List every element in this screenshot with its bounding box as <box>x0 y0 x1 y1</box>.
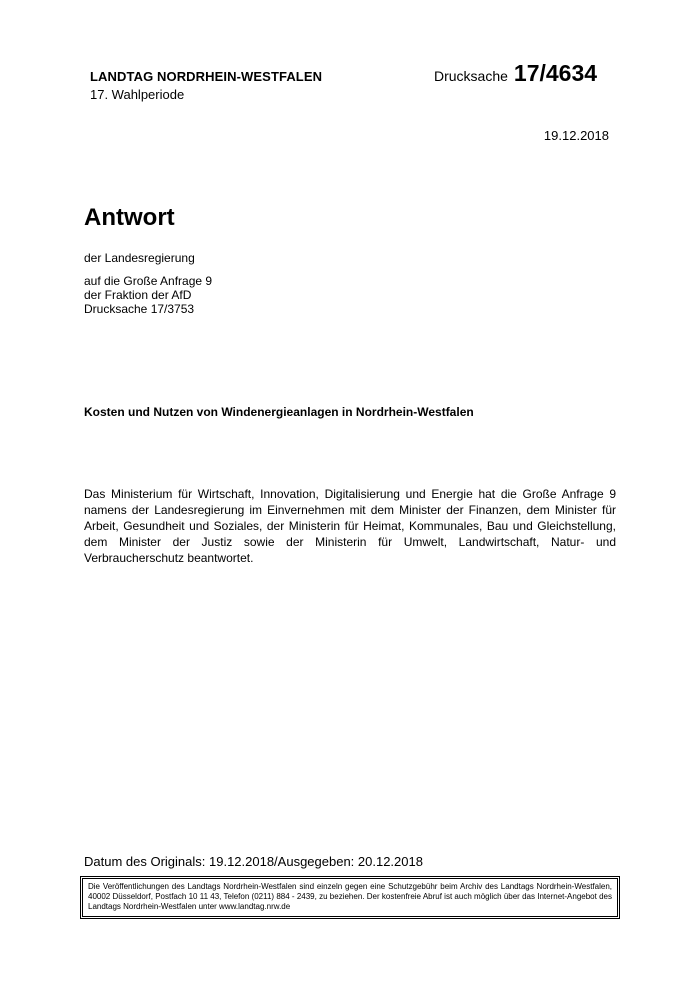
reference-line-3: Drucksache 17/3753 <box>84 302 195 316</box>
publication-dates: Datum des Originals: 19.12.2018/Ausgegeben: 20.12.2018 <box>84 854 423 869</box>
drucksache-block <box>434 60 597 87</box>
legislative-period: 17. Wahlperiode <box>90 87 185 102</box>
footer-notice: Die Veröffentlichungen des Landtags Nordrhein-Westfalen sind einzeln gegen eine Schutzgebühr beim Archiv des Landtags Nordrhein-Westfalen, 40002 Düsseldorf, Postfach 10 11 43, Telefon (0211) 884 - 2439, zu beziehen. Der kostenfreie Abruf ist auch möglich über das Internet-Angebot des Landtags Nordrhein-Westfalen unter www.landtag.nrw.de <box>82 878 618 917</box>
author-line: der Landesregierung <box>84 251 195 265</box>
body-paragraph: Das Ministerium für Wirtschaft, Innovation, Digitalisierung und Energie hat die Große Anfrage 9 namens der Landesregierung im Einvernehmen mit dem Minister der Finanzen, dem Minister für Arbeit, Gesundheit und Soziales, der Ministerin für Heimat, Kommunales, Bau und Gleichstellung, dem Minister der Justiz sowie der Ministerin für Umwelt, Landwirtschaft, Natur- und Verbraucherschutz beantwortet. <box>84 487 616 565</box>
document-title: Antwort <box>84 204 175 231</box>
reference-line-2: der Fraktion der AfD <box>84 288 192 302</box>
reference-line-1: auf die Große Anfrage 9 <box>84 274 213 288</box>
drucksache-label: Drucksache <box>434 68 508 84</box>
parliament-name: LANDTAG NORDRHEIN-WESTFALEN <box>90 69 323 84</box>
drucksache-number: 17/4634 <box>513 60 598 86</box>
document-date: 19.12.2018 <box>543 128 609 143</box>
subject-heading: Kosten und Nutzen von Windenergieanlagen in Nordrhein-Westfalen <box>84 405 474 419</box>
